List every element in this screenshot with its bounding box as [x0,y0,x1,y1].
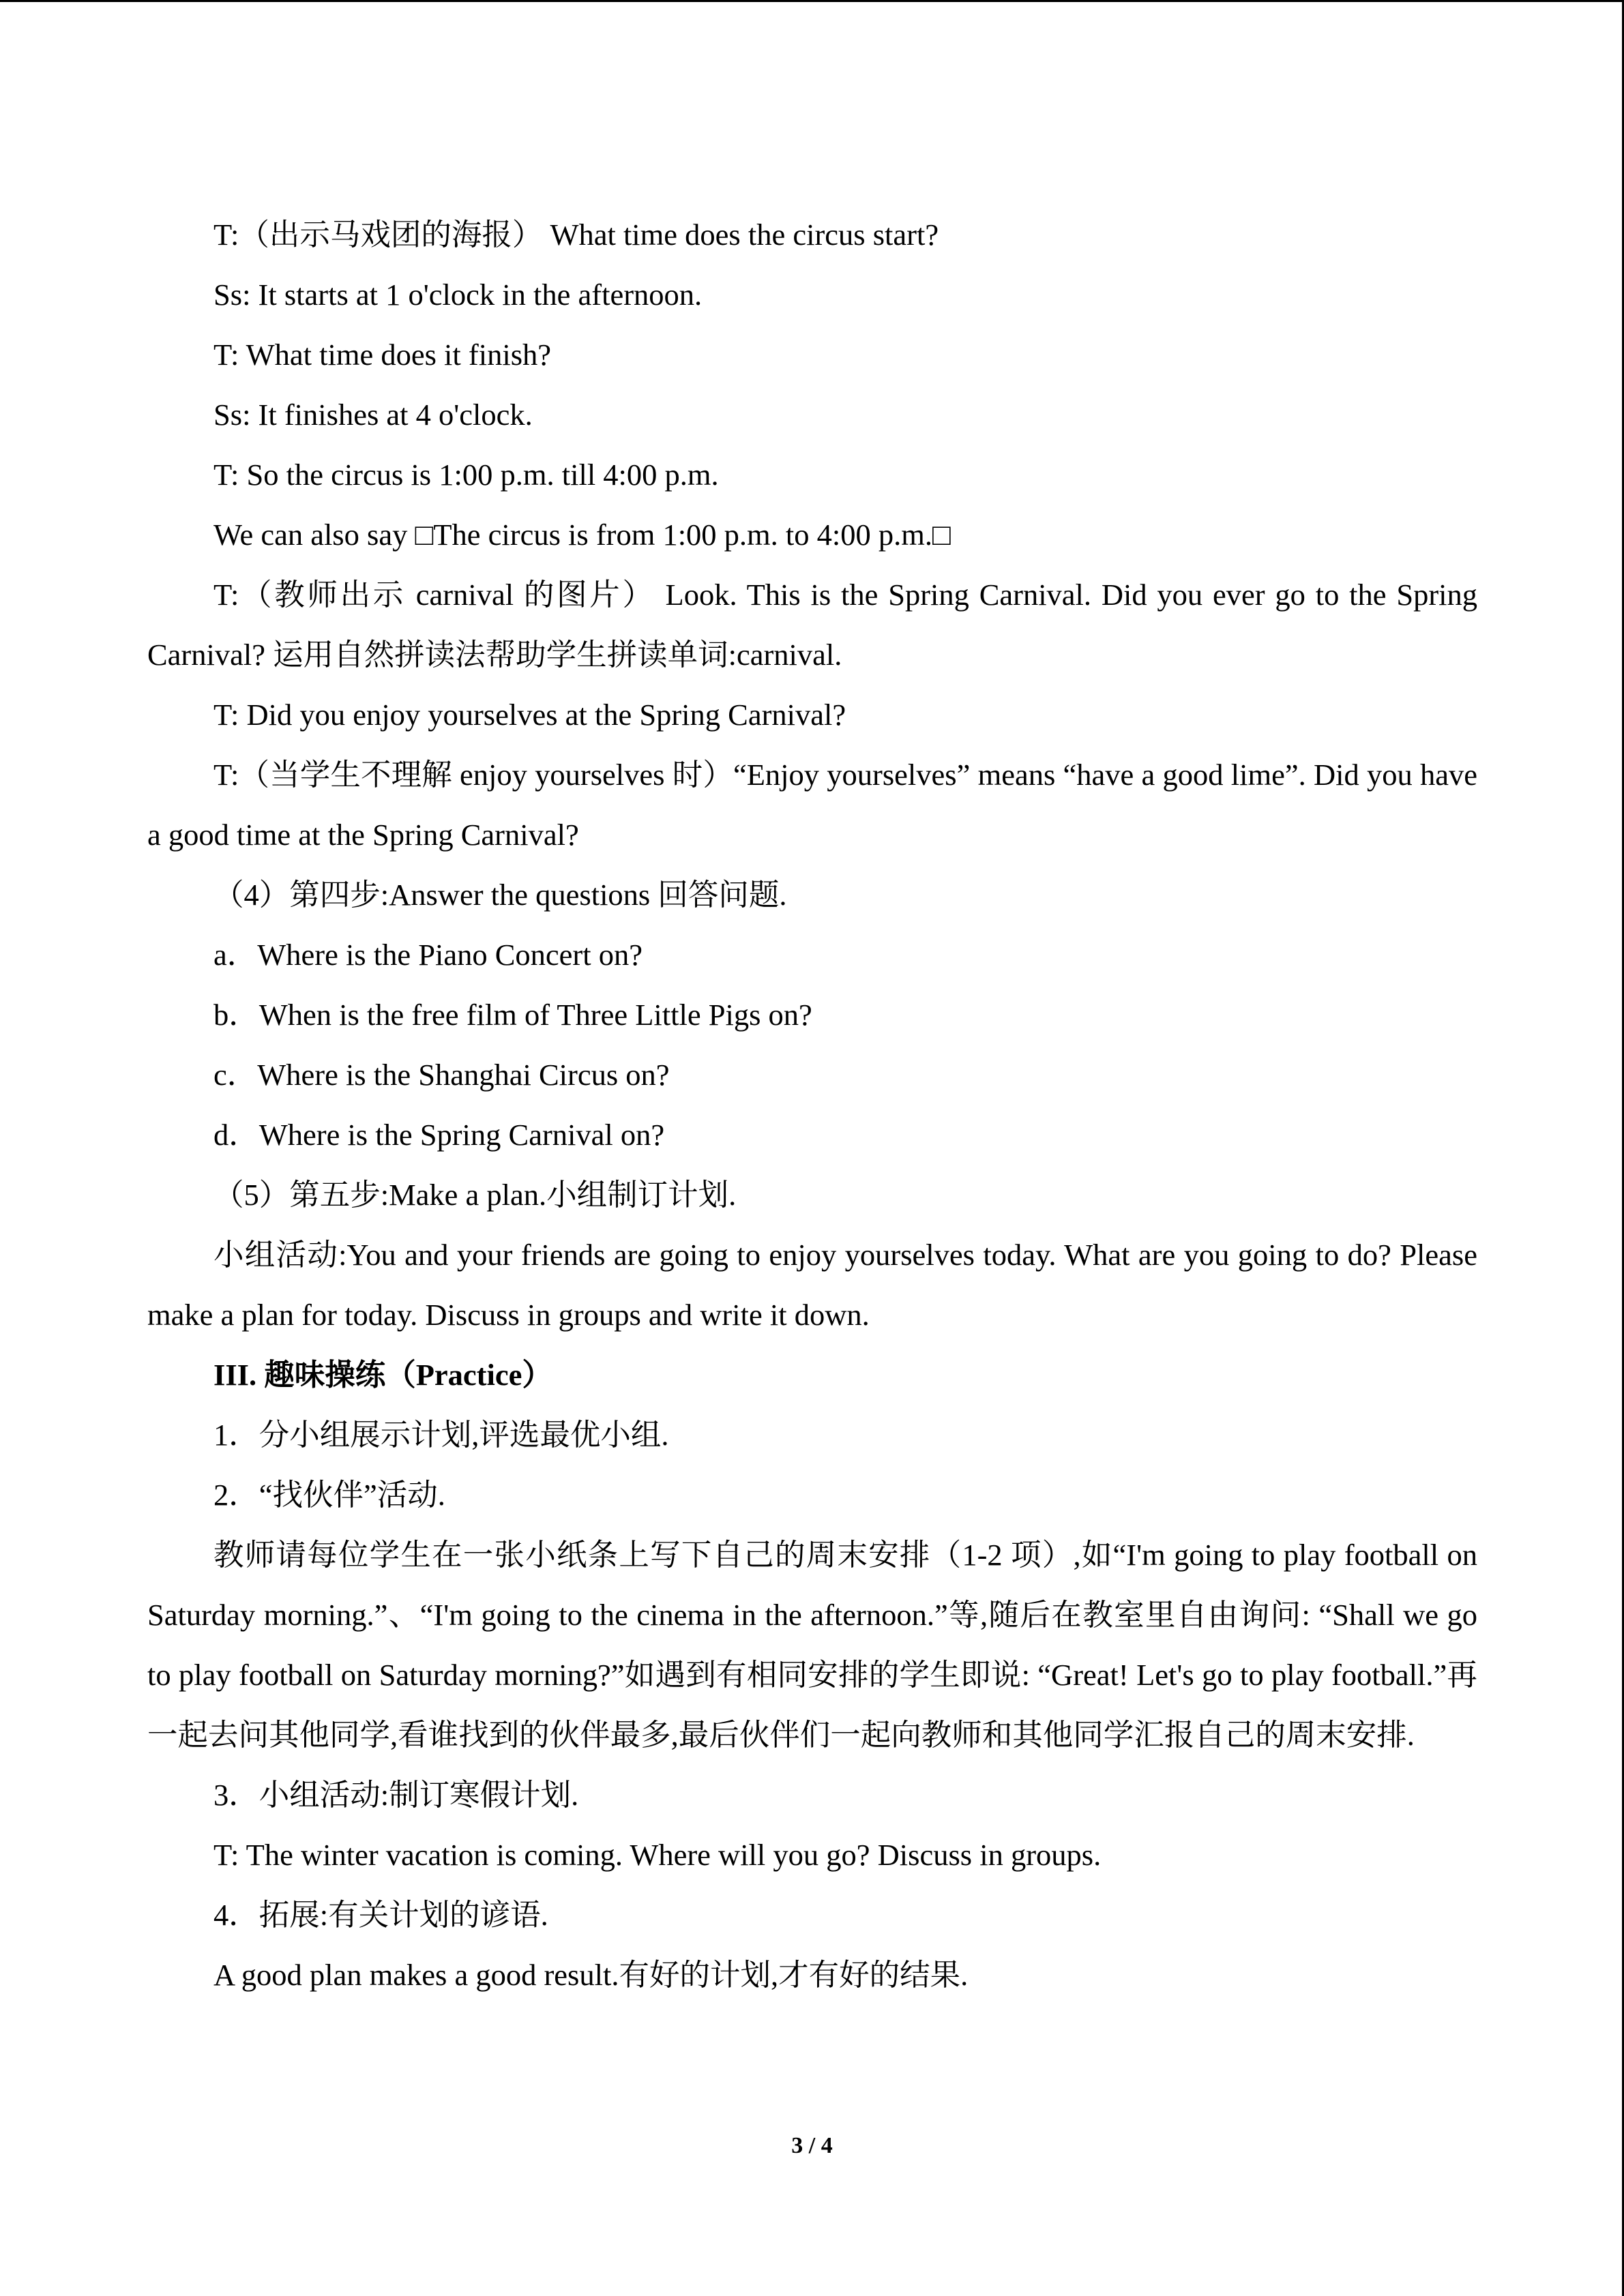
practice-item: 1．分小组展示计划,评选最优小组. [213,1418,669,1452]
document-body [147,205,1486,2005]
dialogue-paragraph: T:（当学生不理解 enjoy yourselves 时）“Enjoy yourselves” means “have a good lime”. Did you have a good time at the Spring Carnival? [147,758,1486,852]
dialogue-line: T: The winter vacation is coming. Where will you go? Discuss in groups. [213,1838,1102,1872]
dialogue-line: T: What time does it finish? [213,338,552,372]
question-item: c．Where is the Shanghai Circus on? [213,1058,670,1092]
dialogue-paragraph: T:（教师出示 carnival 的图片） Look. This is the Spring Carnival. Did you ever go to the Spring Carnival? 运用自然拼读法帮助学生拼读单词:carnival. [147,578,1486,672]
page-number: 3 / 4 [791,2133,833,2158]
question-item: d．Where is the Spring Carnival on? [213,1118,665,1152]
step-heading: （5）第五步:Make a plan.小组制订计划. [213,1178,737,1212]
question-item: a．Where is the Piano Concert on? [213,938,643,972]
section-heading: III. 趣味操练（Practice） [213,1358,552,1392]
dialogue-line: Ss: It starts at 1 o'clock in the afternoon. [213,278,703,312]
dialogue-line: T: So the circus is 1:00 p.m. till 4:00 p.m. [213,458,719,492]
dialogue-line: Ss: It finishes at 4 o'clock. [213,398,533,432]
activity-paragraph: 教师请每位学生在一张小纸条上写下自己的周末安排（1-2 项）,如“I'm going to play football on Saturday morning.”、“I'm going to the cinema in the afternoon.”等,随后在教室里自由询问: “Shall we go to play football on Saturday morning?”如遇到有相同安排的学生即说: “Great! Let's go to play football.”再一起去问其他同学,看谁找到的伙伴最多,最后伙伴们一起向教师和其他同学汇报自己的周末安排. [147,1538,1486,1752]
step-heading: （4）第四步:Answer the questions 回答问题. [213,878,787,912]
proverb-line: A good plan makes a good result.有好的计划,才有好的结果. [213,1958,969,1992]
activity-paragraph: 小组活动:You and your friends are going to enjoy yourselves today. What are you going to do? Please make a plan for today. Discuss in groups and write it down. [147,1238,1486,1332]
dialogue-line: T: Did you enjoy yourselves at the Spring Carnival? [213,698,846,732]
dialogue-line: T:（出示马戏团的海报） What time does the circus start? [213,218,939,252]
practice-item: 3．小组活动:制订寒假计划. [213,1778,579,1812]
question-item: b．When is the free film of Three Little Pigs on? [213,998,812,1032]
practice-item: 4．拓展:有关计划的谚语. [213,1898,548,1932]
dialogue-line: We can also say □The circus is from 1:00 p.m. to 4:00 p.m.□ [213,518,951,552]
practice-item: 2．“找伙伴”活动. [213,1478,445,1512]
